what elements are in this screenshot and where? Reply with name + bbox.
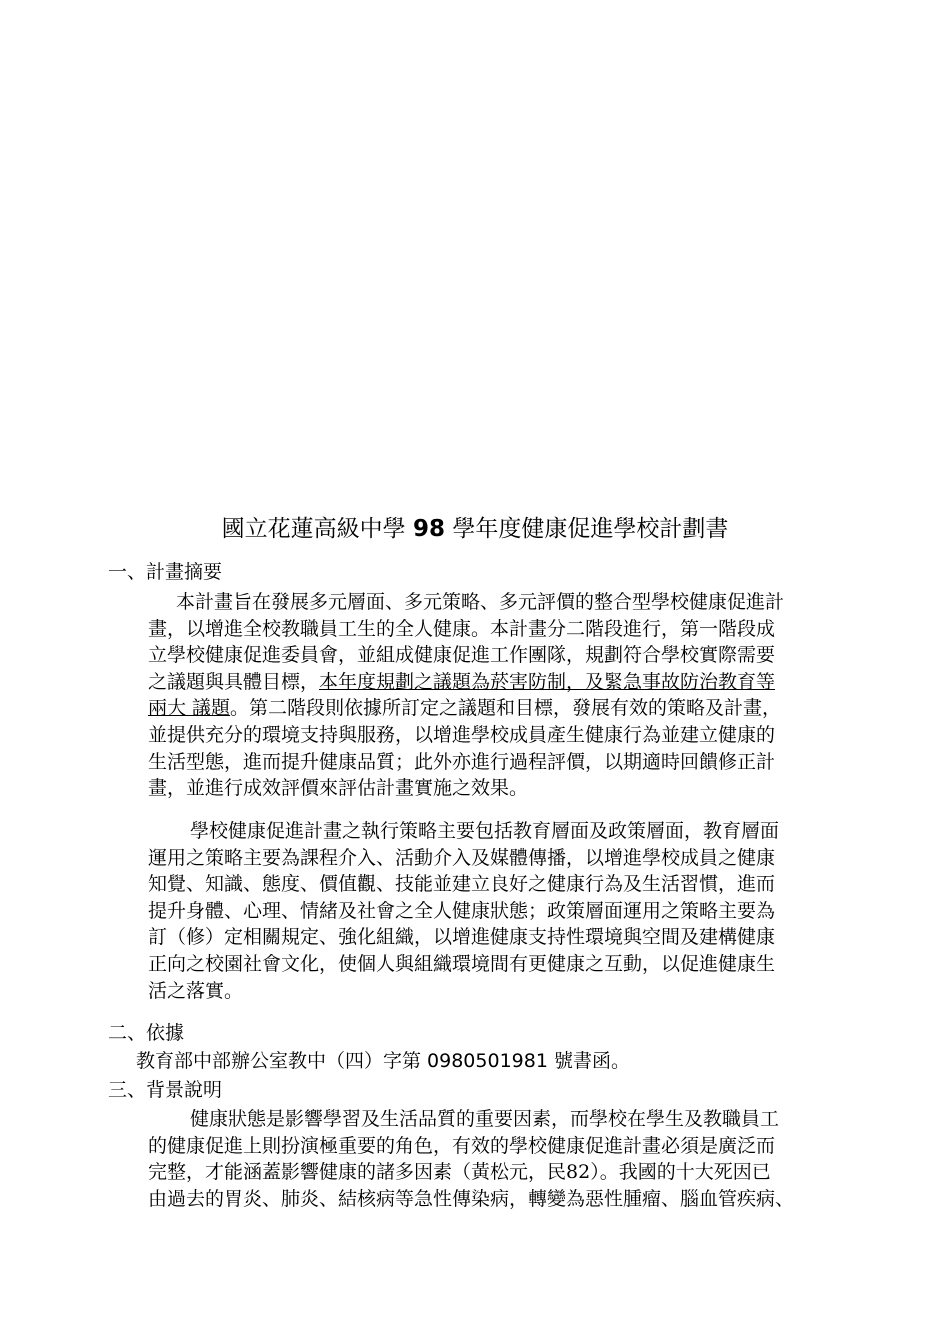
- paragraph-line: 知覺、知識、態度、價值觀、技能並建立良好之健康行為及生活習慣，進而: [148, 873, 776, 896]
- paragraph-line: 活之落實。: [148, 979, 244, 1002]
- paragraph-line: 立學校健康促進委員會，並組成健康促進工作團隊，規劃符合學校實際需要: [148, 644, 776, 667]
- paragraph-line: 並提供充分的環境支持與服務，以增進學校成員產生健康行為並建立健康的: [148, 723, 776, 746]
- paragraph-line: 生活型態，進而提升健康品質；此外亦進行過程評價，以期適時回饋修正計: [148, 750, 776, 773]
- paragraph-line: 的健康促進上則扮演極重要的角色，有效的學校健康促進計畫必須是廣泛而: [148, 1134, 776, 1157]
- text-segment: ）。我國的十大死因已: [590, 1161, 771, 1184]
- text-segment: 。第二階段則依據所訂定之議題和目標，發展有效的策略及計畫，: [230, 697, 782, 720]
- title-suffix: 學年度健康促進學校計劃書: [452, 516, 729, 542]
- underlined-text: 本年度規劃之議題為菸害防制，及緊急事故防治教育等: [319, 670, 776, 693]
- title-year: 98: [412, 516, 445, 542]
- paragraph-line: 健康狀態是影響學習及生活品質的重要因素，而學校在學生及教職員工: [190, 1108, 780, 1130]
- paragraph-line: 畫，以增進全校教職員工生的全人健康。本計畫分二階段進行，第一階段成: [148, 617, 776, 640]
- paragraph-line: 正向之校園社會文化，使個人與組織環境間有更健康之互動，以促進健康生: [148, 952, 776, 975]
- paragraph-line: [148, 669, 848, 696]
- paragraph-line: 由過去的胃炎、肺炎、結核病等急性傳染病，轉變為惡性腫瘤、腦血管疾病、: [148, 1187, 795, 1210]
- paragraph-line: 畫，並進行成效評價來評估計畫實施之效果。: [148, 777, 529, 800]
- underlined-text: 兩大 議題: [148, 697, 231, 720]
- section-3-heading: 三、背景說明: [108, 1079, 223, 1101]
- paragraph-line: [148, 1159, 848, 1186]
- paragraph-line: 本計畫旨在發展多元層面、多元策略、多元評價的整合型學校健康促進計: [176, 591, 785, 613]
- section-3-paragraph-1: [148, 1106, 848, 1212]
- paragraph-line: 學校健康促進計畫之執行策略主要包括教育層面及政策層面，教育層面: [190, 820, 780, 842]
- section-1-paragraph-2: [148, 818, 848, 1004]
- paragraph-line: [148, 695, 848, 722]
- citation-year: 82: [566, 1161, 591, 1184]
- paragraph-line: 運用之策略主要為課程介入、活動介入及媒體傳播，以增進學校成員之健康: [148, 846, 776, 869]
- paragraph-line: 提升身體、心理、情緒及社會之全人健康狀態；政策層面運用之策略主要為: [148, 899, 776, 922]
- document-title: [0, 512, 950, 546]
- text-segment: 完整，才能涵蓋影響健康的諸多因素（黃松元，民: [148, 1161, 567, 1184]
- basis-reference: 教育部中部辦公室教中（四）字第 0980501981 號書函。: [136, 1050, 630, 1072]
- section-1-heading: 一、計畫摘要: [108, 561, 223, 583]
- title-prefix: 國立花蓮高級中學: [221, 516, 406, 542]
- section-2-heading: 二、依據: [108, 1022, 185, 1044]
- paragraph-line: 訂（修）定相關規定、強化組織，以增進健康支持性環境與空間及建構健康: [148, 926, 776, 949]
- text-segment: 之議題與具體目標，: [148, 670, 320, 693]
- section-1-paragraph-1: [148, 589, 848, 802]
